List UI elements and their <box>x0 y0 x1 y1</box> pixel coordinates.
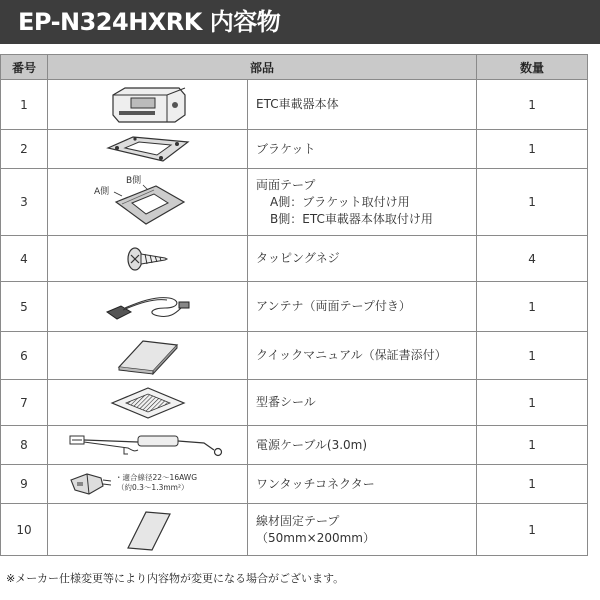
model-sticker-icon <box>108 385 188 421</box>
part-name: クイックマニュアル（保証書添付） <box>248 332 477 380</box>
table-row <box>1 282 588 332</box>
table-row <box>1 236 588 282</box>
part-quantity: 1 <box>477 380 588 426</box>
page-title: EP-N324HXRK 内容物 <box>18 8 281 36</box>
part-image-cell <box>48 426 248 465</box>
double-sided-tape-icon <box>88 172 208 232</box>
etc-unit-icon <box>105 85 191 125</box>
part-image-cell <box>48 504 248 556</box>
part-name: 両面テープ <box>256 177 316 192</box>
table-row <box>1 169 588 236</box>
part-size: （50mm×200mm） <box>256 530 375 545</box>
header-bar <box>0 0 600 44</box>
part-name: ETC車載器本体 <box>248 80 477 130</box>
bracket-icon <box>103 134 193 164</box>
table-row <box>1 465 588 504</box>
row-number: 6 <box>1 332 48 380</box>
connector-icon <box>63 468 233 500</box>
connector-note-line-1: ・適合線径22～16AWG <box>114 473 197 482</box>
tape-side-a-label: A側 <box>93 187 109 197</box>
part-name: 型番シール <box>248 380 477 426</box>
part-image-cell <box>48 332 248 380</box>
part-image-cell <box>48 282 248 332</box>
column-header-qty: 数量 <box>477 55 588 80</box>
manual-icon <box>113 337 183 375</box>
table-row <box>1 80 588 130</box>
part-image-cell <box>48 130 248 169</box>
part-image-cell <box>48 236 248 282</box>
table-row <box>1 130 588 169</box>
part-image-cell <box>48 169 248 236</box>
antenna-icon <box>103 286 193 328</box>
table-row <box>1 426 588 465</box>
row-number: 5 <box>1 282 48 332</box>
part-subtext-a: A側：ブラケット取付け用 <box>270 194 410 209</box>
contents-table <box>0 54 588 556</box>
part-quantity: 1 <box>477 465 588 504</box>
part-quantity: 4 <box>477 236 588 282</box>
part-name-cell <box>248 169 477 236</box>
part-image-cell <box>48 465 248 504</box>
part-quantity: 1 <box>477 504 588 556</box>
connector-note-line-2: （約0.3～1.3mm²） <box>116 483 188 492</box>
row-number: 9 <box>1 465 48 504</box>
part-quantity: 1 <box>477 426 588 465</box>
part-quantity: 1 <box>477 169 588 236</box>
part-quantity: 1 <box>477 332 588 380</box>
column-header-parts: 部品 <box>48 55 477 80</box>
table-header-row <box>1 55 588 80</box>
part-name: 線材固定テープ <box>256 513 340 528</box>
wire-tape-icon <box>118 508 178 552</box>
row-number: 4 <box>1 236 48 282</box>
footnote: ※メーカー仕様変更等により内容物が変更になる場合がございます。 <box>6 572 345 585</box>
row-number: 7 <box>1 380 48 426</box>
row-number: 3 <box>1 169 48 236</box>
part-name-cell <box>248 504 477 556</box>
table-row <box>1 332 588 380</box>
part-image-cell <box>48 80 248 130</box>
part-name: ワンタッチコネクター <box>248 465 477 504</box>
tape-side-b-label: B側 <box>125 176 141 186</box>
part-quantity: 1 <box>477 282 588 332</box>
row-number: 10 <box>1 504 48 556</box>
part-quantity: 1 <box>477 130 588 169</box>
power-cable-icon <box>68 430 228 460</box>
part-image-cell <box>48 380 248 426</box>
screw-icon <box>123 241 173 277</box>
column-header-no: 番号 <box>1 55 48 80</box>
row-number: 2 <box>1 130 48 169</box>
part-name: ブラケット <box>248 130 477 169</box>
part-name: アンテナ（両面テープ付き） <box>248 282 477 332</box>
part-name: 電源ケーブル(3.0m) <box>248 426 477 465</box>
part-subtext-b: B側：ETC車載器本体取付け用 <box>270 211 433 226</box>
row-number: 1 <box>1 80 48 130</box>
table-row <box>1 380 588 426</box>
row-number: 8 <box>1 426 48 465</box>
table-row <box>1 504 588 556</box>
part-quantity: 1 <box>477 80 588 130</box>
part-name: タッピングネジ <box>248 236 477 282</box>
